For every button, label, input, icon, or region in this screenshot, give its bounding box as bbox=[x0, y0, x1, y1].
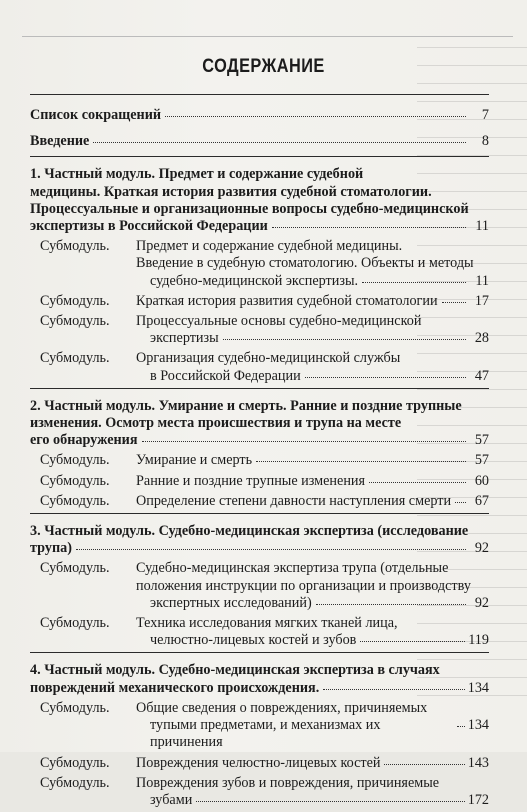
submodule-body bbox=[136, 473, 489, 490]
submodule-line: Повреждения челюстно-лицевых костей bbox=[136, 754, 381, 771]
entry-page: 8 bbox=[481, 133, 489, 150]
submodule-label: Субмодуль. bbox=[40, 492, 110, 509]
submodule-line: Процессуальные основы судебно-медицинской bbox=[136, 313, 422, 330]
dot-leader bbox=[76, 548, 466, 550]
dot-leader bbox=[369, 481, 466, 483]
toc-entry-abbreviations bbox=[30, 107, 489, 124]
submodule-entry bbox=[30, 313, 489, 347]
submodule-last-line bbox=[136, 273, 489, 290]
submodule-body bbox=[136, 755, 489, 772]
submodule-last-line bbox=[136, 717, 489, 751]
module-section bbox=[30, 514, 489, 652]
entry-page: 57 bbox=[474, 452, 489, 469]
submodule-last-line bbox=[136, 755, 489, 772]
submodule-last-line bbox=[136, 493, 489, 510]
submodule-body bbox=[136, 350, 489, 384]
submodule-label: Субмодуль. bbox=[40, 292, 110, 309]
entry-page: 134 bbox=[467, 679, 489, 696]
entry-page: 7 bbox=[481, 107, 489, 123]
dot-leader bbox=[442, 301, 466, 303]
entry-title: Список сокращений bbox=[30, 107, 162, 123]
dot-leader bbox=[272, 226, 466, 228]
toc-entry-introduction bbox=[30, 133, 489, 150]
submodule-entry bbox=[30, 473, 489, 490]
module-heading-line: медицины. Краткая история развития судебной стоматологии. bbox=[30, 183, 432, 200]
entry-title: Введение bbox=[30, 133, 90, 150]
entry-page: 47 bbox=[474, 367, 489, 384]
submodule-body bbox=[136, 775, 489, 809]
submodule-body bbox=[136, 293, 489, 310]
submodule-entry bbox=[30, 238, 489, 290]
entry-page: 11 bbox=[475, 272, 489, 289]
submodule-entry bbox=[30, 755, 489, 772]
submodule-line: Повреждения зубов и повреждения, причиняемые bbox=[136, 774, 440, 791]
submodule-last-line bbox=[136, 452, 489, 469]
entry-page: 60 bbox=[474, 472, 489, 489]
submodule-label: Субмодуль. bbox=[40, 350, 110, 367]
dot-leader bbox=[223, 338, 466, 340]
submodule-label: Субмодуль. bbox=[40, 452, 110, 469]
submodule-line: Предмет и содержание судебной медицины. bbox=[136, 238, 403, 255]
submodule-line: Судебно-медицинская экспертиза трупа (отдельные bbox=[136, 560, 449, 577]
submodule-line: Умирание и смерть bbox=[136, 452, 253, 469]
submodule-last-line bbox=[136, 293, 489, 310]
submodule-last-line bbox=[136, 595, 489, 612]
submodule-last-line bbox=[136, 368, 489, 385]
dot-leader bbox=[323, 688, 464, 690]
table-of-contents bbox=[30, 94, 489, 812]
entry-page: 92 bbox=[474, 540, 489, 557]
module-section bbox=[30, 653, 489, 812]
submodule-line: Определение степени давности наступления смерти bbox=[136, 492, 452, 509]
submodule-line: челюстно-лицевых костей и зубов bbox=[150, 632, 357, 649]
submodule-line: зубами bbox=[150, 791, 193, 808]
module-heading-line: повреждений механического происхождения. bbox=[30, 679, 320, 696]
entry-page: 134 bbox=[467, 717, 489, 734]
submodule-line: судебно-медицинской экспертизы. bbox=[150, 272, 359, 289]
submodule-entry bbox=[30, 293, 489, 310]
submodule-last-line bbox=[136, 473, 489, 490]
submodule-label: Субмодуль. bbox=[40, 560, 110, 577]
entry-page: 143 bbox=[467, 754, 489, 771]
entry-page: 28 bbox=[474, 330, 489, 347]
submodule-line: тупыми предметами, и механизмах их причинения bbox=[150, 717, 381, 751]
submodule-label: Субмодуль. bbox=[40, 238, 110, 255]
module-heading-last-line bbox=[30, 540, 489, 557]
entry-page: 172 bbox=[467, 791, 489, 808]
submodule-label: Субмодуль. bbox=[40, 699, 110, 716]
submodule-entry bbox=[30, 452, 489, 469]
dot-leader bbox=[316, 603, 466, 605]
submodule-entry bbox=[30, 700, 489, 752]
submodule-body bbox=[136, 238, 489, 290]
entry-page: 67 bbox=[474, 492, 489, 509]
submodule-last-line bbox=[136, 330, 489, 347]
submodule-body bbox=[136, 493, 489, 510]
submodule-label: Субмодуль. bbox=[40, 313, 110, 330]
entry-page: 92 bbox=[474, 594, 489, 611]
module-heading-line: изменения. Осмотр места происшествия и трупа на месте bbox=[30, 415, 402, 432]
top-rule bbox=[22, 36, 513, 37]
entry-page: 119 bbox=[468, 632, 489, 649]
modules-list bbox=[30, 156, 489, 812]
submodule-entry bbox=[30, 775, 489, 809]
dot-leader bbox=[384, 763, 464, 765]
module-heading-line: трупа) bbox=[30, 540, 72, 557]
submodule-line: экспертных исследований) bbox=[150, 594, 312, 611]
submodule-entry bbox=[30, 615, 489, 649]
submodule-body bbox=[136, 615, 489, 649]
submodule-entry bbox=[30, 560, 489, 612]
module-heading-last-line bbox=[30, 680, 489, 697]
module-section bbox=[30, 389, 489, 513]
submodule-label: Субмодуль. bbox=[40, 754, 110, 771]
submodule-line: Введение в судебную стоматологию. Объекты и методы bbox=[136, 255, 474, 272]
module-heading-line: 1. Частный модуль. Предмет и содержание судебной bbox=[30, 166, 364, 183]
submodule-label: Субмодуль. bbox=[40, 774, 110, 791]
dot-leader bbox=[256, 460, 466, 462]
submodule-entry bbox=[30, 350, 489, 384]
submodule-line: положения инструкции по организации и производству bbox=[136, 577, 471, 594]
dot-leader bbox=[165, 115, 466, 117]
submodule-label: Субмодуль. bbox=[40, 472, 110, 489]
submodule-body bbox=[136, 560, 489, 612]
module-heading-line: экспертизы в Российской Федерации bbox=[30, 218, 268, 235]
submodule-body bbox=[136, 452, 489, 469]
submodule-line: Ранние и поздние трупные изменения bbox=[136, 472, 366, 489]
dot-leader bbox=[455, 501, 466, 503]
entry-page: 57 bbox=[474, 432, 489, 449]
module-heading-line: Процессуальные и организационные вопросы судебно-медицинской bbox=[30, 200, 469, 217]
dot-leader bbox=[142, 440, 466, 442]
submodule-line: экспертизы bbox=[150, 330, 219, 347]
dot-leader bbox=[305, 376, 466, 378]
submodule-entry bbox=[30, 493, 489, 510]
submodule-last-line bbox=[136, 632, 489, 649]
module-heading-last-line bbox=[30, 432, 489, 449]
submodule-line: Общие сведения о повреждениях, причиняемых bbox=[136, 699, 428, 716]
module-section bbox=[30, 157, 489, 387]
dot-leader bbox=[93, 141, 466, 143]
submodule-line: Техника исследования мягких тканей лица, bbox=[136, 615, 398, 632]
entry-page: 11 bbox=[475, 218, 489, 235]
submodule-line: Краткая история развития судебной стоматологии bbox=[136, 292, 438, 309]
module-heading-last-line bbox=[30, 218, 489, 235]
submodule-label: Субмодуль. bbox=[40, 615, 110, 632]
module-heading-line: 2. Частный модуль. Умирание и смерть. Ранние и поздние трупные bbox=[30, 397, 462, 414]
entry-page: 17 bbox=[474, 292, 489, 309]
submodule-line: Организация судебно-медицинской службы bbox=[136, 350, 401, 367]
dot-leader bbox=[196, 800, 464, 802]
dot-leader bbox=[360, 640, 465, 642]
submodule-body bbox=[136, 313, 489, 347]
module-heading-line: его обнаружения bbox=[30, 432, 138, 449]
front-matter bbox=[30, 95, 489, 156]
submodule-body bbox=[136, 700, 489, 752]
dot-leader bbox=[362, 281, 466, 283]
module-heading-line: 3. Частный модуль. Судебно-медицинская экспертиза (исследование bbox=[30, 523, 469, 540]
submodule-line: в Российской Федерации bbox=[150, 367, 301, 384]
dot-leader bbox=[457, 725, 465, 727]
module-heading-line: 4. Частный модуль. Судебно-медицинская экспертиза в случаях bbox=[30, 662, 440, 679]
submodule-last-line bbox=[136, 792, 489, 809]
page-title: СОДЕРЖАНИЕ bbox=[202, 56, 325, 77]
